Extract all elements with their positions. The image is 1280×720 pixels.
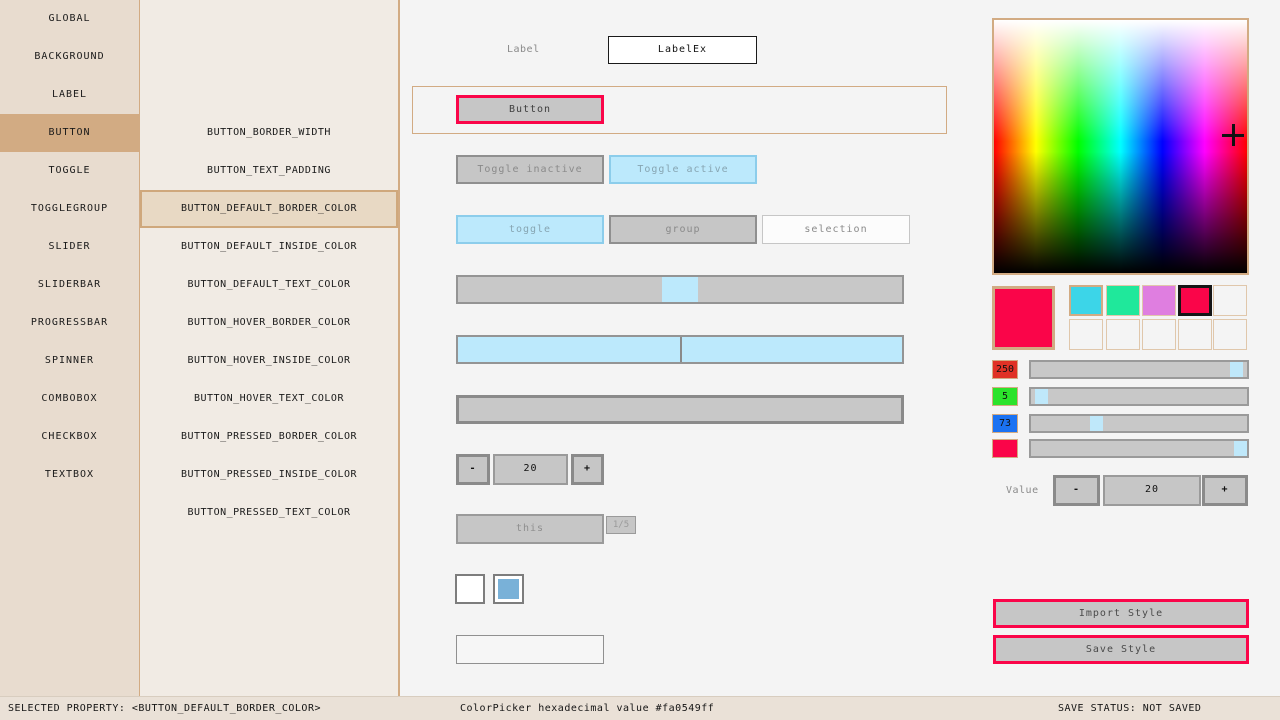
sidebar-item-background[interactable]: BACKGROUND — [34, 51, 105, 62]
value-minus-button[interactable]: - — [1053, 475, 1100, 506]
palette-swatch-8[interactable] — [1142, 319, 1176, 350]
palette-swatch-3[interactable] — [1142, 285, 1176, 316]
palette-swatch-10[interactable] — [1213, 319, 1247, 350]
sidebar-item-toggle[interactable]: TOGGLE — [48, 165, 91, 176]
combobox-preview[interactable]: this — [456, 514, 604, 544]
save-status: SAVE STATUS: NOT SAVED — [1058, 703, 1202, 714]
checkbox-checked-preview[interactable] — [493, 574, 524, 604]
property-item-hover-inside-color[interactable]: BUTTON_HOVER_INSIDE_COLOR — [187, 355, 351, 366]
blue-channel-thumb[interactable] — [1090, 416, 1103, 431]
label-caption: Label — [507, 44, 540, 55]
property-item-text-padding[interactable]: BUTTON_TEXT_PADDING — [207, 165, 331, 176]
sidebar-item-button[interactable]: BUTTON — [0, 114, 139, 152]
alpha-channel-slider[interactable] — [1029, 439, 1249, 458]
red-channel-thumb[interactable] — [1230, 362, 1243, 377]
value-display: 20 — [1103, 475, 1201, 506]
green-channel-value: 5 — [992, 387, 1018, 406]
checkbox-check-fill — [498, 579, 519, 599]
color-picker-gradient[interactable] — [992, 18, 1249, 275]
spinner-value: 20 — [493, 454, 568, 485]
progressbar-preview — [456, 395, 904, 424]
hex-value-status: ColorPicker hexadecimal value #fa0549ff — [460, 703, 715, 714]
status-bar — [0, 696, 1280, 720]
sidebar-item-slider[interactable]: SLIDER — [48, 241, 91, 252]
sidebar-item-sliderbar[interactable]: SLIDERBAR — [37, 279, 102, 290]
palette-swatch-9[interactable] — [1178, 319, 1212, 350]
sidebar-item-progressbar[interactable]: PROGRESSBAR — [30, 317, 109, 328]
label-example-textbox[interactable]: LabelEx — [608, 36, 757, 64]
blue-channel-slider[interactable] — [1029, 414, 1249, 433]
sidebar-item-textbox[interactable]: TEXTBOX — [44, 469, 95, 480]
sidebar-item-global[interactable]: GLOBAL — [48, 13, 91, 24]
sidebar-item-label[interactable]: LABEL — [51, 89, 88, 100]
save-style-button[interactable]: Save Style — [993, 635, 1249, 664]
value-plus-button[interactable]: + — [1202, 475, 1248, 506]
togglegroup-toggle-preview[interactable]: toggle — [456, 215, 604, 244]
current-color-swatch — [992, 286, 1055, 350]
property-item-default-text-color[interactable]: BUTTON_DEFAULT_TEXT_COLOR — [187, 279, 351, 290]
color-picker-cursor[interactable] — [1222, 124, 1244, 146]
green-channel-slider[interactable] — [1029, 387, 1249, 406]
selected-property-status: SELECTED PROPERTY: <BUTTON_DEFAULT_BORDER_COLOR> — [8, 703, 321, 714]
toggle-active-preview[interactable]: Toggle active — [609, 155, 757, 184]
sidebar-item-togglegroup[interactable]: TOGGLEGROUP — [30, 203, 109, 214]
alpha-channel-value — [992, 439, 1018, 458]
spinner-plus-button[interactable]: + — [571, 454, 604, 485]
slider-thumb[interactable] — [662, 277, 698, 302]
sliderbar-divider — [680, 337, 682, 362]
sidebar-item-spinner[interactable]: SPINNER — [44, 355, 95, 366]
red-channel-value: 250 — [992, 360, 1018, 379]
property-item-pressed-text-color[interactable]: BUTTON_PRESSED_TEXT_COLOR — [187, 507, 351, 518]
spinner-minus-button[interactable]: - — [456, 454, 490, 485]
property-item-pressed-border-color[interactable]: BUTTON_PRESSED_BORDER_COLOR — [180, 431, 358, 442]
property-item-pressed-inside-color[interactable]: BUTTON_PRESSED_INSIDE_COLOR — [180, 469, 358, 480]
palette-swatch-7[interactable] — [1106, 319, 1140, 350]
button-preview[interactable]: Button — [456, 95, 604, 124]
property-item-hover-text-color[interactable]: BUTTON_HOVER_TEXT_COLOR — [194, 393, 344, 404]
textbox-preview[interactable] — [456, 635, 604, 664]
alpha-channel-thumb[interactable] — [1234, 441, 1247, 456]
slider-preview[interactable] — [456, 275, 904, 304]
green-channel-thumb[interactable] — [1035, 389, 1048, 404]
property-item-default-border-color[interactable]: BUTTON_DEFAULT_BORDER_COLOR — [140, 190, 398, 228]
palette-swatch-2[interactable] — [1106, 285, 1140, 316]
widget-preview-panel — [400, 0, 960, 696]
checkbox-unchecked-preview[interactable] — [455, 574, 485, 604]
blue-channel-value: 73 — [992, 414, 1018, 433]
red-channel-slider[interactable] — [1029, 360, 1249, 379]
sliderbar-preview[interactable] — [456, 335, 904, 364]
palette-swatch-5[interactable] — [1213, 285, 1247, 316]
palette-swatch-1[interactable] — [1069, 285, 1103, 316]
color-panel — [960, 0, 1280, 696]
category-sidebar — [0, 0, 140, 696]
value-caption: Value — [1006, 485, 1039, 496]
property-item-border-width[interactable]: BUTTON_BORDER_WIDTH — [207, 127, 331, 138]
import-style-button[interactable]: Import Style — [993, 599, 1249, 628]
togglegroup-selection-preview[interactable]: selection — [762, 215, 910, 244]
sidebar-item-combobox[interactable]: COMBOBOX — [41, 393, 98, 404]
palette-swatch-6[interactable] — [1069, 319, 1103, 350]
property-item-default-inside-color[interactable]: BUTTON_DEFAULT_INSIDE_COLOR — [180, 241, 358, 252]
palette-swatch-4-selected[interactable] — [1178, 285, 1212, 316]
toggle-inactive-preview[interactable]: Toggle inactive — [456, 155, 604, 184]
sidebar-item-checkbox[interactable]: CHECKBOX — [41, 431, 98, 442]
togglegroup-group-preview[interactable]: group — [609, 215, 757, 244]
property-item-hover-border-color[interactable]: BUTTON_HOVER_BORDER_COLOR — [187, 317, 351, 328]
combobox-page-indicator: 1/5 — [606, 516, 636, 534]
property-list — [140, 0, 400, 696]
